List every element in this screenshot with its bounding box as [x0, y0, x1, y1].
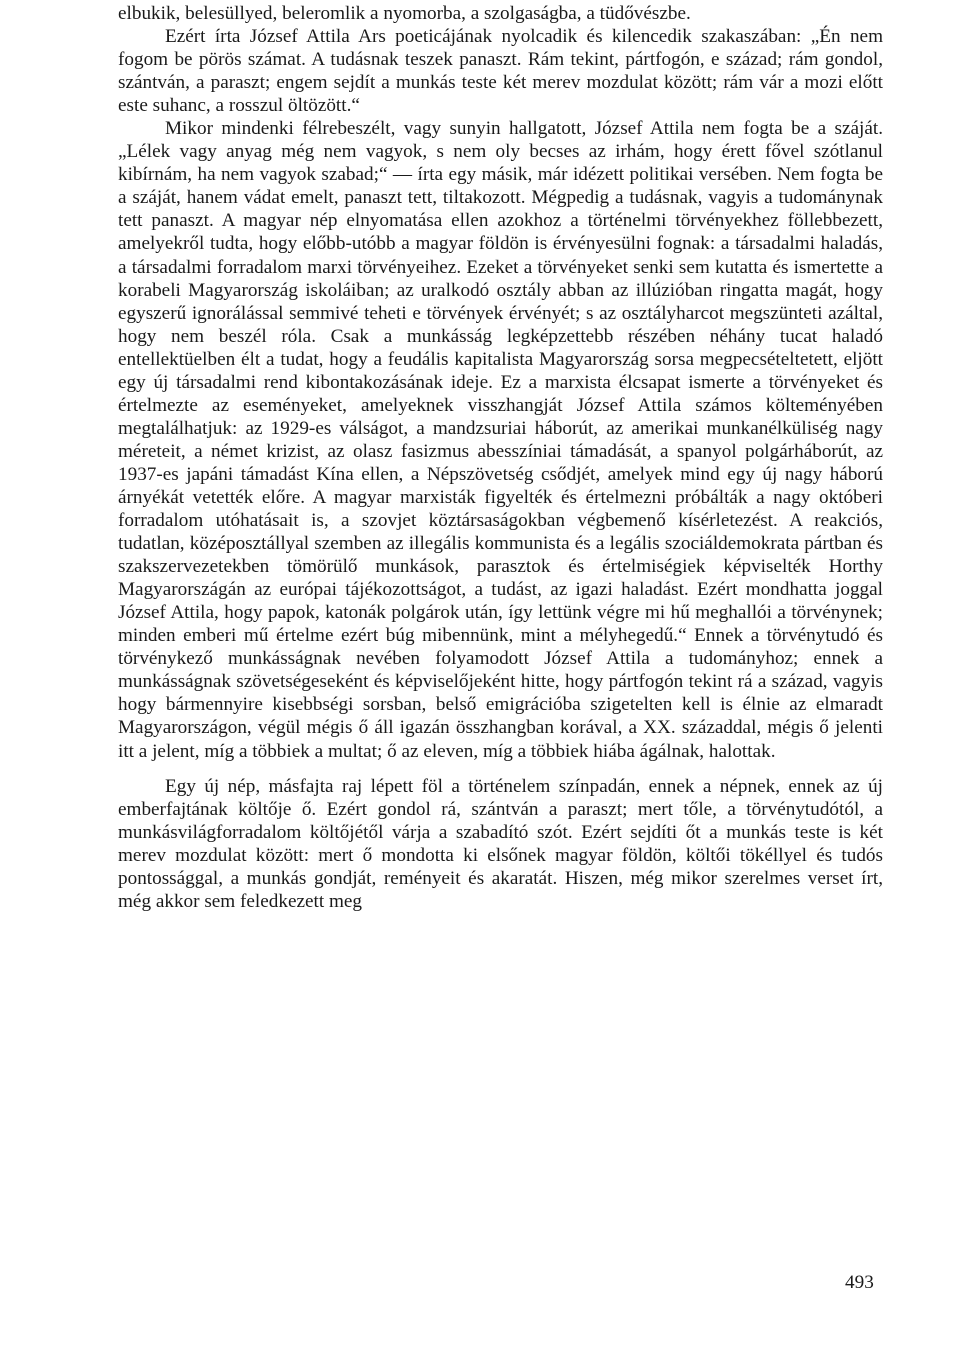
page-number: 493 [845, 1272, 874, 1293]
paragraph-continuation: elbukik, belesüllyed, beleromlik a nyomorba, a szolgaságba, a tüdővészbe. [118, 3, 691, 24]
document-page [118, 2, 883, 913]
paragraph-ars-poetica-quote: Ezért írta József Attila Ars poeticájának nyolcadik és kilencedik szakaszában: „Én nem fogom be pörös számat. A tudásnak teszek panaszt. Rám tekint, pártfogón, e század; rám gondol, szántván, a paraszt; engem sejdít a munkás teste két merev mozdulat között; rám vár a mozi előtt este suhanc, a rosszul öltözött.“ [118, 26, 883, 117]
paragraph-new-people: Egy új nép, másfajta raj lépett föl a történelem színpadán, ennek a népnek, ennek az új emberfajtának költője ő. Ezért gondol rá, szántván a paraszt; mert tőle, a törvénytudótól, a munkásvilágforradalom költőjétől várja a szabadító szót. Ezért sejdíti őt a munkás teste is két merev mozdulat között: mert ő mondotta ki elsőnek magyar földön, költői tökéllyel és tudós pontossággal, a munkás gondját, reményeit és akaratát. Hiszen, még mikor szerelmes verset írt, még akkor sem feledkezett meg [118, 775, 883, 912]
paragraph-main-argument: Mikor mindenki félrebeszélt, vagy sunyin hallgatott, József Attila nem fogta be a száját. „Lélek vagy anyag még nem vagyok, s nem oly becses az irhám, hogy érett fővel szótlanul kibírnám, ha nem vagyok szabad;“ — írta egy másik, már idézett politikai versében. Nem fogta be a száját, hanem vádat emelt, panaszt tett, tiltakozott. Mégpedig a tudásnak, vagyis a tudománynak tett panaszt. A magyar nép elnyomatása ellen azokhoz a történelmi törvényekhez föllebbezett, amelyekről tudta, hogy előbb-utóbb a magyar földön is érvényesülni fognak: a társadalmi haladás, a társadalmi forradalom marxi törvényeihez. Ezeket a törvényeket senki sem kutatta és ismertette a korabeli Magyarország iskoláiban; az uralkodó osztály abban az illúzióban ringatta magát, hogy egyszerű ignorálással semmivé teheti e törvények érvényét; s az osztályharcot megszünteti azáltal, hogy nem beszél róla. Csak a munkásság legképzettebb részében néhány tucat haladó entellektüelben élt a tudat, hogy a feudális kapitalista Magyarország sorsa megpecsételtetett, eljött egy új társadalmi rend kibontakozásának ideje. Ez a marxista élcsapat ismerte a törvényeket és értelmezte az eseményeket, amelyeknek visszhangját József Attila számos költeményében megtalálhatjuk: az 1929-es válságot, a mandzsuriai háborút, az amerikai munkanélküliség nagy méreteit, a német krizist, az olasz fasizmus abesszíniai támadását, a spanyol polgárháborút, az 1937-es japáni támadást Kína ellen, a Népszövetség csődjét, amelyek mind egy új nagy háború árnyékát vetették előre. A magyar marxisták figyelték és értelmezni próbálták a nagy októberi forradalom utóhatásait is, a szovjet köztársaságokban végbemenő kísérletezést. A reakciós, tudatlan, középosztállyal szemben az illegális kommunista és a legális szociáldemokrata pártban és szakszervezetekben tömörülő munkások, parasztok és értelmiségiek képviselték Horthy Magyarországán az európai tájékozottságot, a tudást, az igazi haladást. Ezért mondhatta joggal József Attila, hogy papok, katonák polgárok után, így lettünk végre mi hű meghallói a törvénynek; minden emberi mű értelme ezért búg mibennünk, mint a mélyhegedű.“ Ennek a törvénytudó és törvénykező munkásságnak nevében folyamodott József Attila a tudományhoz; ennek a munkásságnak szövetségeseként és képviselőjeként hitte, hogy pártfogón tekint rá a század, vagyis hogy bármennyire kisebbségi sorsban, belső emigrációba szigetelten kell is élnie az elmaradt Magyarországon, végül mégis ő áll igazán összhangban korával, a XX. századdal, mégis ő jelenti itt a jelent, míg a többiek a multat; ő az eleven, míg a többiek hiába ágálnak, halottak. [118, 118, 883, 762]
